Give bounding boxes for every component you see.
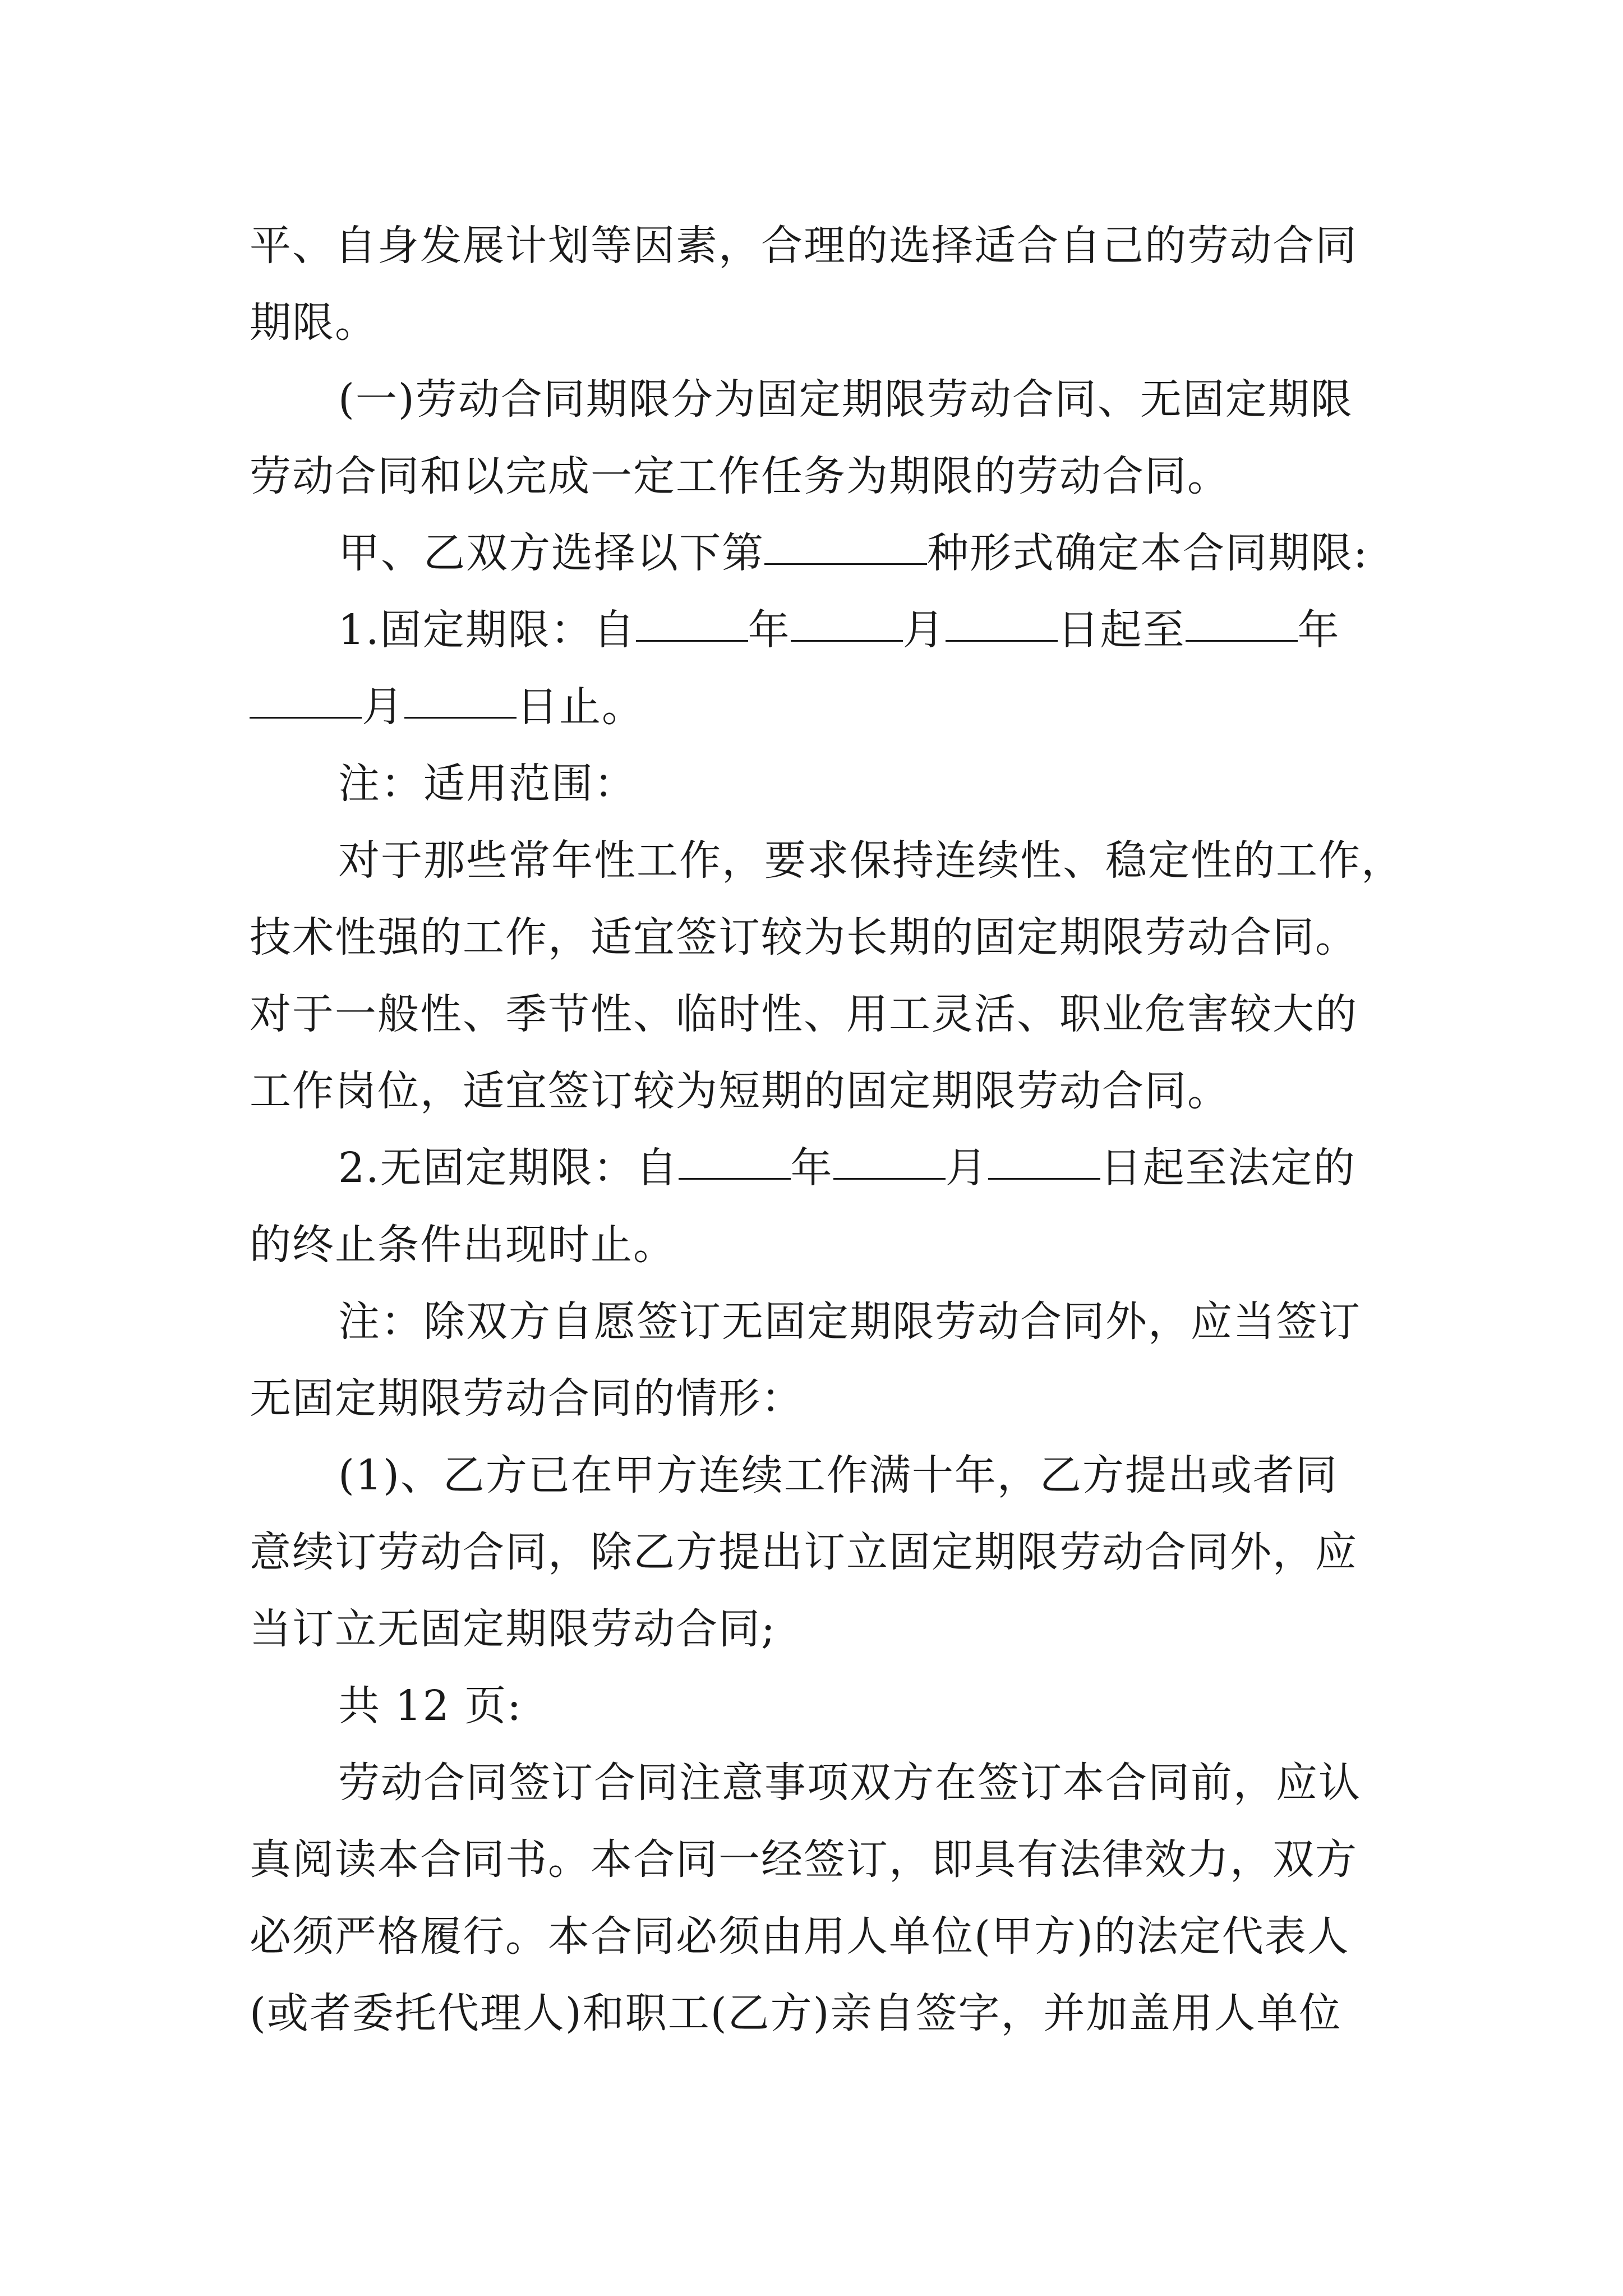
open-start-month-blank[interactable] [833,1177,946,1180]
page-count: 共 12 页: [338,1682,523,1730]
start-month-blank[interactable] [791,639,903,642]
fixed-term-label: 1.固定期限：自 [338,606,636,654]
paragraph-line: 真阅读本合同书。本合同一经签订，即具有法律效力，双方 [250,1835,1358,1884]
paragraph-line: 劳动合同签订合同注意事项双方在签订本合同前，应认 [338,1759,1361,1807]
start-day-blank[interactable] [946,639,1058,642]
fixed-term-line-2 [250,669,1388,746]
open-term-label: 2.无固定期限：自 [338,1144,679,1192]
open-start-day-blank[interactable] [988,1177,1100,1180]
paragraph-line: 无固定期限劳动合同的情形： [250,1374,804,1423]
month-unit: 月 [362,683,404,731]
year-unit: 年 [748,606,791,654]
month-unit: 月 [902,606,946,654]
paragraph-line: (一)劳动合同期限分为固定期限劳动合同、无固定期限 [338,375,1353,424]
paragraph-line: (1)、乙方已在甲方连续工作满十年，乙方提出或者同 [338,1451,1338,1499]
choice-text-after: 种形式确定本合同期限: [927,529,1368,577]
fixed-term-line [250,592,1388,669]
open-term-tail: 日起至法定的 [1100,1144,1356,1192]
paragraph-line: 劳动合同和以完成一定工作任务为期限的劳动合同。 [250,452,1230,500]
paragraph-line: 工作岗位，适宜签订较为短期的固定期限劳动合同。 [250,1067,1230,1115]
paragraph-line: 对于那些常年性工作，要求保持连续性、稳定性的工作， [338,836,1404,885]
note-heading: 注：适用范围： [338,760,637,808]
month-unit: 月 [945,1144,988,1192]
end-year-blank[interactable] [1186,639,1298,642]
end-day-blank[interactable] [404,716,517,719]
paragraph-line: 期限。 [250,298,377,347]
paragraph-line: 技术性强的工作，适宜签订较为长期的固定期限劳动合同。 [250,913,1358,961]
paragraph-line: 意续订劳动合同，除乙方提出订立固定期限劳动合同外，应 [250,1528,1358,1576]
document-body [250,208,1404,2052]
fixed-term-mid: 日起至 [1057,606,1186,654]
fixed-term-end: 日止。 [517,683,644,731]
paragraph-line: 必须严格履行。本合同必须由用人单位(甲方)的法定代表人 [250,1912,1350,1961]
choice-text-before: 甲、乙双方选择以下第 [338,529,764,577]
paragraph-line: 当订立无固定期限劳动合同; [250,1605,776,1653]
paragraph-line: 平、自身发展计划等因素，合理的选择适合自己的劳动合同 [250,222,1358,270]
end-month-blank[interactable] [250,716,362,719]
open-term-line [250,1130,1388,1207]
form-number-blank[interactable] [764,563,927,565]
open-start-year-blank[interactable] [679,1177,791,1180]
paragraph-line: 的终止条件出现时止。 [250,1221,676,1269]
paragraph-line: 注：除双方自愿签订无固定期限劳动合同外，应当签订 [338,1297,1361,1346]
year-unit: 年 [1297,606,1340,654]
year-unit: 年 [790,1144,833,1192]
contract-form-choice-line [250,515,1388,592]
paragraph-line: 对于一般性、季节性、临时性、用工灵活、职业危害较大的 [250,990,1358,1038]
start-year-blank[interactable] [636,639,748,642]
paragraph-line: (或者委托代理人)和职工(乙方)亲自签字，并加盖用人单位 [250,1989,1342,2037]
